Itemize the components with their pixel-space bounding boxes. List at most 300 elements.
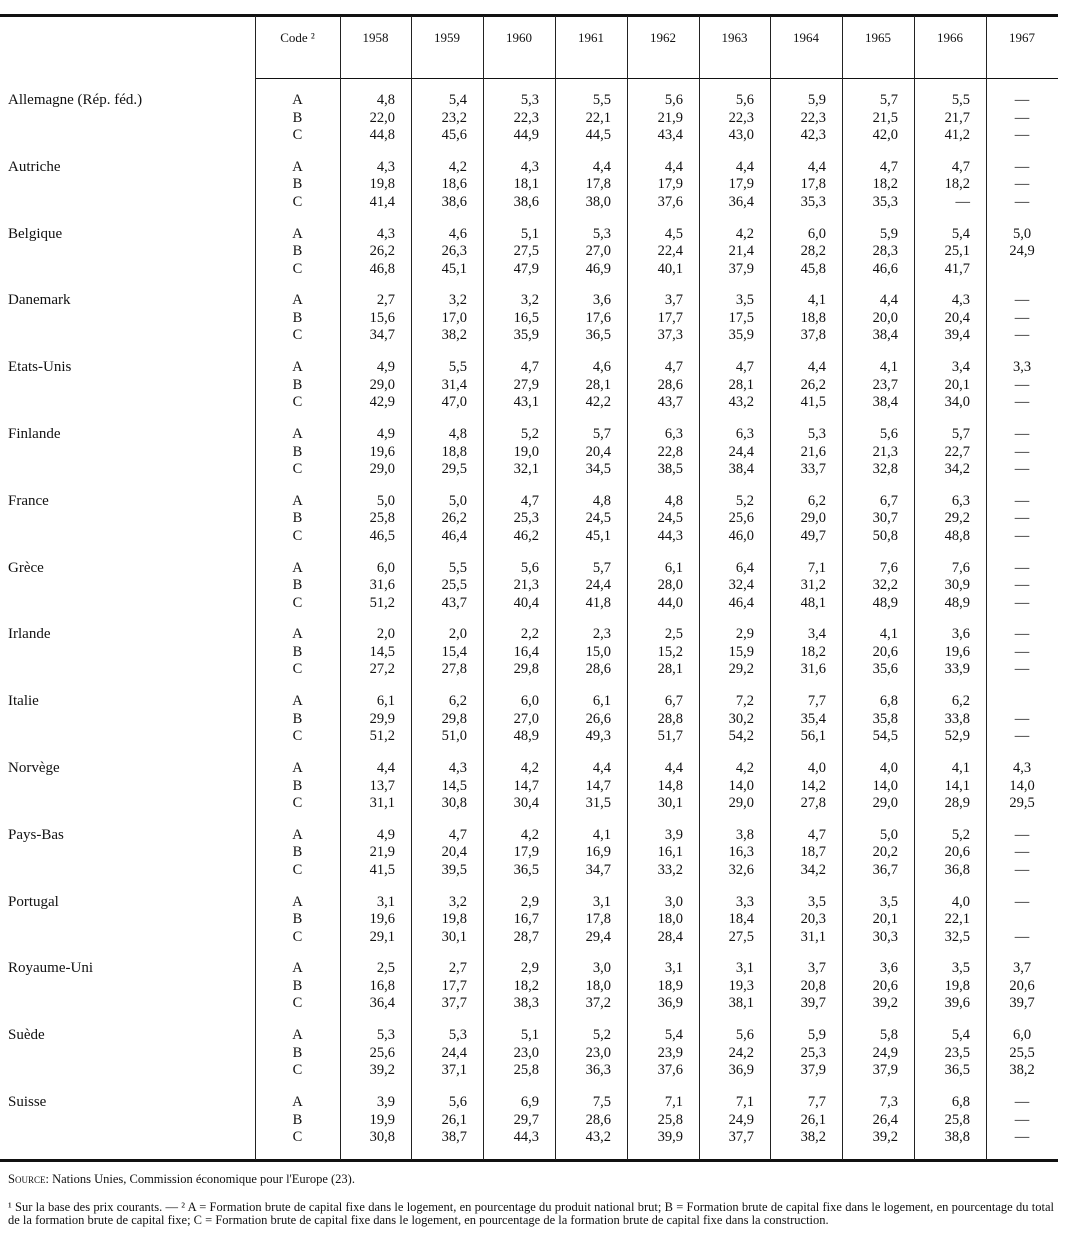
value-cell: 29,1 xyxy=(369,928,395,945)
value-cell: 21,5 xyxy=(872,109,898,126)
country-label: Royaume-Uni xyxy=(8,960,93,977)
value-cell: 17,8 xyxy=(800,176,826,193)
value-cell: 24,9 xyxy=(728,1111,754,1128)
value-cell: 39,6 xyxy=(944,995,970,1012)
value-cell: 14,8 xyxy=(657,777,683,794)
value-cell: 41,4 xyxy=(369,193,395,210)
value-cell: 6,9 xyxy=(520,1094,539,1110)
value-cell: 46,6 xyxy=(872,260,898,277)
value-cell: 6,2 xyxy=(807,492,826,509)
value-cell: 25,5 xyxy=(441,577,467,594)
value-cell: 25,8 xyxy=(369,510,395,527)
value-cell: 28,1 xyxy=(585,376,611,393)
value-cell: 45,8 xyxy=(800,260,826,277)
code-cell: B xyxy=(292,510,303,527)
value-cell: — xyxy=(1014,577,1030,594)
value-cell: 30,3 xyxy=(872,928,898,945)
value-cell: 4,7 xyxy=(520,359,539,376)
value-cell: 4,9 xyxy=(376,426,395,442)
value-cell: — xyxy=(1014,109,1030,126)
value-cell: 7,2 xyxy=(735,693,754,710)
value-cell: 32,5 xyxy=(944,928,970,945)
value-cell: 18,2 xyxy=(944,176,970,193)
value-cell: 38,7 xyxy=(441,1129,467,1145)
value-cell: 17,0 xyxy=(441,309,467,326)
value-cell: 28,6 xyxy=(585,1111,611,1128)
value-cell: 37,7 xyxy=(728,1129,754,1145)
value-cell: 42,9 xyxy=(369,394,395,411)
value-cell: 4,7 xyxy=(807,826,826,843)
value-cell: 15,2 xyxy=(657,643,683,660)
code-cell: C xyxy=(292,327,303,344)
value-cell: 5,6 xyxy=(735,1027,754,1044)
value-cell: 36,9 xyxy=(657,995,683,1012)
value-cell: 4,1 xyxy=(879,626,898,643)
value-cell: 23,0 xyxy=(585,1044,611,1061)
value-cell: 34,7 xyxy=(585,861,611,878)
value-cell: 32,1 xyxy=(513,461,539,477)
value-cell: 35,4 xyxy=(800,710,826,727)
value-cell: 17,9 xyxy=(728,176,754,193)
value-cell: 37,9 xyxy=(872,1062,898,1079)
code-cell: B xyxy=(292,911,303,928)
value-cell: 21,4 xyxy=(728,243,754,260)
value-cell: 38,0 xyxy=(585,193,611,210)
value-cell: 5,3 xyxy=(520,92,539,108)
value-cell: 4,8 xyxy=(448,426,467,442)
value-cell: 18,2 xyxy=(513,977,539,994)
value-cell: 17,9 xyxy=(513,844,539,861)
value-cell: 28,1 xyxy=(657,661,683,678)
value-cell: 3,4 xyxy=(951,359,970,376)
value-cell: 30,9 xyxy=(944,577,970,594)
value-cell: 4,6 xyxy=(592,359,611,376)
value-cell: 3,5 xyxy=(807,893,826,910)
value-cell: 20,2 xyxy=(872,844,898,861)
value-cell: 46,0 xyxy=(728,527,754,544)
value-cell: — xyxy=(1014,443,1030,460)
value-cell: 41,5 xyxy=(369,861,395,878)
value-cell: 17,6 xyxy=(585,309,611,326)
year-header: 1964 xyxy=(793,30,819,45)
value-cell: 37,3 xyxy=(657,327,683,344)
value-cell: — xyxy=(1014,426,1030,442)
code-cell: B xyxy=(292,243,303,260)
value-cell: 37,8 xyxy=(800,327,826,344)
value-cell: 26,2 xyxy=(441,510,467,527)
value-cell: 38,3 xyxy=(513,995,539,1012)
value-cell: 51,2 xyxy=(369,728,395,745)
value-cell: — xyxy=(1014,376,1030,393)
value-cell: 2,5 xyxy=(376,960,395,977)
value-cell: 29,0 xyxy=(872,795,898,811)
value-cell: 48,9 xyxy=(872,594,898,611)
country-label: Pays-Bas xyxy=(8,826,64,843)
value-cell: — xyxy=(1014,728,1030,745)
value-cell: 20,4 xyxy=(441,844,467,861)
value-cell: 25,1 xyxy=(944,243,970,260)
value-cell: — xyxy=(1014,661,1030,678)
value-cell: 29,5 xyxy=(441,461,467,477)
value-cell: 4,8 xyxy=(592,492,611,509)
code-cell: A xyxy=(292,626,303,643)
value-cell: 5,3 xyxy=(448,1027,467,1044)
value-cell: 35,3 xyxy=(872,193,898,210)
value-cell: 16,8 xyxy=(369,977,395,994)
value-cell: 25,3 xyxy=(513,510,539,527)
year-header: 1960 xyxy=(506,30,532,45)
value-cell: — xyxy=(1014,492,1030,509)
country-label: Belgique xyxy=(8,225,63,242)
year-header: 1962 xyxy=(650,30,676,45)
code-cell: B xyxy=(292,577,303,594)
value-cell: 28,0 xyxy=(657,577,683,594)
value-cell: 7,7 xyxy=(807,1094,826,1110)
value-cell: 6,7 xyxy=(879,492,898,509)
code-cell: A xyxy=(292,760,303,776)
value-cell: 23,2 xyxy=(441,109,467,126)
value-cell: 30,7 xyxy=(872,510,898,527)
value-cell: 5,0 xyxy=(376,492,395,509)
value-cell: 28,7 xyxy=(513,928,539,945)
value-cell: 19,6 xyxy=(369,443,395,460)
value-cell: 16,9 xyxy=(585,844,611,861)
value-cell: — xyxy=(1014,193,1030,210)
value-cell: 18,2 xyxy=(800,643,826,660)
value-cell: 47,0 xyxy=(441,394,467,411)
country-label: France xyxy=(8,492,49,509)
value-cell: 37,2 xyxy=(585,995,611,1012)
value-cell: — xyxy=(1014,527,1030,544)
value-cell: 38,6 xyxy=(441,193,467,210)
value-cell: 34,0 xyxy=(944,394,970,411)
value-cell: 31,6 xyxy=(800,661,826,678)
value-cell: 3,7 xyxy=(1012,960,1032,977)
value-cell: 42,0 xyxy=(872,127,898,143)
code-cell: B xyxy=(292,844,303,861)
value-cell: — xyxy=(1014,309,1030,326)
value-cell: 30,1 xyxy=(441,928,467,945)
value-cell: 5,2 xyxy=(735,492,754,509)
value-cell: 2,9 xyxy=(520,960,539,977)
value-cell: 16,5 xyxy=(513,309,539,326)
value-cell: 44,5 xyxy=(585,127,611,143)
value-cell: 24,5 xyxy=(657,510,683,527)
value-cell: 35,3 xyxy=(800,193,826,210)
value-cell: — xyxy=(955,193,970,210)
value-cell: 36,3 xyxy=(585,1062,611,1079)
footnotes: ¹ Sur la base des prix courants. — ² A = Formation brute de capital fixe dans le logement, en pourcentage du produit national brut; B = Formation brute de capital fixe dans le logement, en pourcentage du total de la formation brute de capital fixe; C = Formation brute de capital fixe dans le logement, en pourcentage de la formation brute de capital fixe dans la construction. xyxy=(8,1200,1054,1227)
value-cell: 35,8 xyxy=(872,710,898,727)
value-cell: 43,2 xyxy=(728,394,754,411)
value-cell: 31,5 xyxy=(585,795,611,811)
country-label: Finlande xyxy=(8,426,61,442)
value-cell: 18,1 xyxy=(513,176,539,193)
value-cell: 19,6 xyxy=(369,911,395,928)
value-cell: 20,6 xyxy=(872,643,898,660)
value-cell: 3,3 xyxy=(1012,359,1032,376)
value-cell: 20,4 xyxy=(944,309,970,326)
value-cell: 39,2 xyxy=(872,1129,898,1145)
value-cell: 45,6 xyxy=(441,127,467,143)
value-cell: 5,6 xyxy=(448,1094,467,1110)
value-cell: 27,2 xyxy=(369,661,395,678)
value-cell: 21,6 xyxy=(800,443,826,460)
value-cell: 4,3 xyxy=(951,292,970,309)
value-cell: 4,7 xyxy=(664,359,683,376)
value-cell: 21,9 xyxy=(657,109,683,126)
value-cell: 30,8 xyxy=(369,1129,395,1145)
value-cell: 17,8 xyxy=(585,911,611,928)
value-cell: 4,0 xyxy=(951,893,970,910)
code-cell: A xyxy=(292,1027,303,1044)
value-cell: 5,4 xyxy=(951,225,970,242)
value-cell: 6,3 xyxy=(735,426,754,442)
value-cell: 29,0 xyxy=(728,795,754,811)
code-cell: C xyxy=(292,1129,303,1145)
value-cell: 5,5 xyxy=(592,92,611,108)
value-cell: 3,6 xyxy=(879,960,898,977)
value-cell: 25,8 xyxy=(513,1062,539,1079)
value-cell: 48,9 xyxy=(513,728,539,745)
value-cell: 38,4 xyxy=(728,461,754,477)
value-cell: 5,9 xyxy=(879,225,898,242)
value-cell: 19,6 xyxy=(944,643,970,660)
value-cell: 5,6 xyxy=(879,426,898,442)
value-cell: 6,3 xyxy=(664,426,683,442)
value-cell: 17,8 xyxy=(585,176,611,193)
year-header: 1958 xyxy=(362,30,389,45)
value-cell: 2,7 xyxy=(376,292,395,309)
value-cell: 6,7 xyxy=(664,693,683,710)
country-label: Autriche xyxy=(8,158,61,175)
value-cell: 4,3 xyxy=(376,225,395,242)
code-cell: C xyxy=(292,461,303,477)
value-cell: 29,0 xyxy=(800,510,826,527)
value-cell: 7,6 xyxy=(879,559,898,576)
value-cell: 14,5 xyxy=(369,643,395,660)
value-cell: 4,4 xyxy=(807,158,826,175)
code-cell: B xyxy=(292,376,303,393)
value-cell: 25,6 xyxy=(369,1044,395,1061)
value-cell: 4,3 xyxy=(520,158,539,175)
value-cell: 14,1 xyxy=(944,777,970,794)
value-cell: 5,9 xyxy=(807,1027,826,1044)
value-cell: 28,3 xyxy=(872,243,898,260)
value-cell: 38,2 xyxy=(1009,1062,1035,1079)
value-cell: 26,1 xyxy=(441,1111,467,1128)
value-cell: 29,5 xyxy=(1009,795,1035,811)
value-cell: 4,0 xyxy=(879,760,898,776)
value-cell: 26,4 xyxy=(872,1111,898,1128)
value-cell: 48,9 xyxy=(944,594,970,611)
value-cell: 18,8 xyxy=(441,443,467,460)
value-cell: 6,8 xyxy=(879,693,898,710)
value-cell: 20,8 xyxy=(800,977,826,994)
value-cell: 18,2 xyxy=(872,176,898,193)
value-cell: 25,6 xyxy=(728,510,754,527)
value-cell: 22,0 xyxy=(369,109,395,126)
value-cell: 21,7 xyxy=(944,109,970,126)
value-cell: 7,7 xyxy=(807,693,826,710)
value-cell: 3,5 xyxy=(879,893,898,910)
value-cell: 4,3 xyxy=(1012,760,1032,776)
value-cell: 26,2 xyxy=(800,376,826,393)
value-cell: 5,0 xyxy=(879,826,898,843)
value-cell: 19,9 xyxy=(369,1111,395,1128)
value-cell: 35,6 xyxy=(872,661,898,678)
code-cell: C xyxy=(292,728,303,745)
value-cell: 4,4 xyxy=(735,158,754,175)
code-cell: C xyxy=(292,527,303,544)
value-cell: 29,9 xyxy=(369,710,395,727)
value-cell: — xyxy=(1014,893,1030,910)
value-cell: 21,9 xyxy=(369,844,395,861)
year-header: 1959 xyxy=(434,30,460,45)
value-cell: 24,2 xyxy=(728,1044,754,1061)
value-cell: 41,5 xyxy=(800,394,826,411)
value-cell: 29,4 xyxy=(585,928,611,945)
country-label: Italie xyxy=(8,693,39,710)
code-cell: A xyxy=(292,893,303,910)
value-cell: 32,8 xyxy=(872,461,898,477)
value-cell: 2,5 xyxy=(664,626,683,643)
value-cell: 5,1 xyxy=(520,225,539,242)
value-cell: 5,7 xyxy=(592,559,611,576)
value-cell: 5,3 xyxy=(592,225,611,242)
value-cell: 29,0 xyxy=(369,461,395,477)
header-rule xyxy=(255,78,1058,79)
value-cell: — xyxy=(1014,559,1030,576)
value-cell: 21,3 xyxy=(872,443,898,460)
code-cell: A xyxy=(292,960,303,977)
country-label: Danemark xyxy=(8,292,71,309)
value-cell: 45,1 xyxy=(441,260,467,277)
value-cell: 4,9 xyxy=(376,359,395,376)
value-cell: 19,8 xyxy=(441,911,467,928)
value-cell: 37,1 xyxy=(441,1062,467,1079)
value-cell: 20,0 xyxy=(872,309,898,326)
value-cell: 26,2 xyxy=(369,243,395,260)
value-cell: 4,1 xyxy=(879,359,898,376)
code-cell: C xyxy=(292,995,303,1012)
value-cell: 6,1 xyxy=(376,693,395,710)
country-label: Norvège xyxy=(8,760,60,776)
value-cell: 3,1 xyxy=(735,960,754,977)
code-cell: A xyxy=(292,92,303,108)
value-cell: 3,2 xyxy=(448,893,467,910)
value-cell: 3,9 xyxy=(376,1094,395,1110)
value-cell: 43,2 xyxy=(585,1129,611,1145)
value-cell: 5,5 xyxy=(448,559,467,576)
value-cell: 42,2 xyxy=(585,394,611,411)
value-cell: 33,2 xyxy=(657,861,683,878)
value-cell: 5,2 xyxy=(592,1027,611,1044)
value-cell: 3,7 xyxy=(807,960,826,977)
value-cell: 44,0 xyxy=(657,594,683,611)
value-cell: 38,8 xyxy=(944,1129,970,1145)
value-cell: 38,4 xyxy=(872,394,898,411)
value-cell: 44,3 xyxy=(657,527,683,544)
value-cell: 35,9 xyxy=(728,327,754,344)
value-cell: 30,2 xyxy=(728,710,754,727)
value-cell: — xyxy=(1014,92,1030,108)
source-label: Source: xyxy=(8,1172,49,1186)
value-cell: 14,0 xyxy=(728,777,754,794)
country-label: Grèce xyxy=(8,559,44,576)
value-cell: 22,7 xyxy=(944,443,970,460)
value-cell: 23,7 xyxy=(872,376,898,393)
value-cell: — xyxy=(1014,594,1030,611)
value-cell: 22,1 xyxy=(585,109,611,126)
value-cell: 30,8 xyxy=(441,795,467,811)
value-cell: 4,7 xyxy=(735,359,754,376)
code-cell: A xyxy=(292,492,303,509)
value-cell: 36,5 xyxy=(944,1062,970,1079)
value-cell: 7,1 xyxy=(735,1094,754,1110)
value-cell: 6,2 xyxy=(448,693,467,710)
value-cell: 28,9 xyxy=(944,795,970,811)
value-cell: 39,7 xyxy=(800,995,826,1012)
value-cell: 19,8 xyxy=(944,977,970,994)
value-cell: 44,8 xyxy=(369,127,395,143)
code-cell: B xyxy=(292,1111,303,1128)
value-cell: 5,7 xyxy=(951,426,970,442)
value-cell: 5,3 xyxy=(376,1027,395,1044)
value-cell: 46,8 xyxy=(369,260,395,277)
value-cell: 46,4 xyxy=(441,527,467,544)
value-cell: 49,3 xyxy=(585,728,611,745)
value-cell: 3,0 xyxy=(664,893,683,910)
value-cell: — xyxy=(1014,461,1030,477)
value-cell: 18,4 xyxy=(728,911,754,928)
value-cell: 54,2 xyxy=(728,728,754,745)
value-cell: 3,0 xyxy=(592,960,611,977)
value-cell: 28,6 xyxy=(585,661,611,678)
country-label: Irlande xyxy=(8,626,51,643)
value-cell: 20,1 xyxy=(944,376,970,393)
value-cell: 4,7 xyxy=(879,158,898,175)
value-cell: 26,1 xyxy=(800,1111,826,1128)
value-cell: 3,9 xyxy=(664,826,683,843)
value-cell: — xyxy=(1014,626,1030,643)
value-cell: 6,1 xyxy=(664,559,683,576)
value-cell: 4,8 xyxy=(664,492,683,509)
value-cell: 25,8 xyxy=(944,1111,970,1128)
value-cell: 5,6 xyxy=(520,559,539,576)
value-cell: 27,5 xyxy=(728,928,754,945)
value-cell: 14,0 xyxy=(1009,777,1035,794)
value-cell: 48,1 xyxy=(800,594,826,611)
value-cell: — xyxy=(1014,844,1030,861)
year-header: 1963 xyxy=(721,30,748,45)
code-cell: C xyxy=(292,661,303,678)
value-cell: 15,0 xyxy=(585,643,611,660)
value-cell: 24,9 xyxy=(872,1044,898,1061)
code-cell: C xyxy=(292,260,303,277)
value-cell: 45,1 xyxy=(585,527,611,544)
country-label: Allemagne (Rép. féd.) xyxy=(8,92,143,108)
value-cell: 38,1 xyxy=(728,995,754,1012)
value-cell: 5,1 xyxy=(520,1027,539,1044)
value-cell: 3,1 xyxy=(592,893,611,910)
value-cell: — xyxy=(1014,1111,1030,1128)
value-cell: 38,5 xyxy=(657,461,683,477)
value-cell: 20,6 xyxy=(872,977,898,994)
value-cell: 39,7 xyxy=(1009,995,1035,1012)
value-cell: 23,9 xyxy=(657,1044,683,1061)
value-cell: 15,6 xyxy=(369,309,395,326)
